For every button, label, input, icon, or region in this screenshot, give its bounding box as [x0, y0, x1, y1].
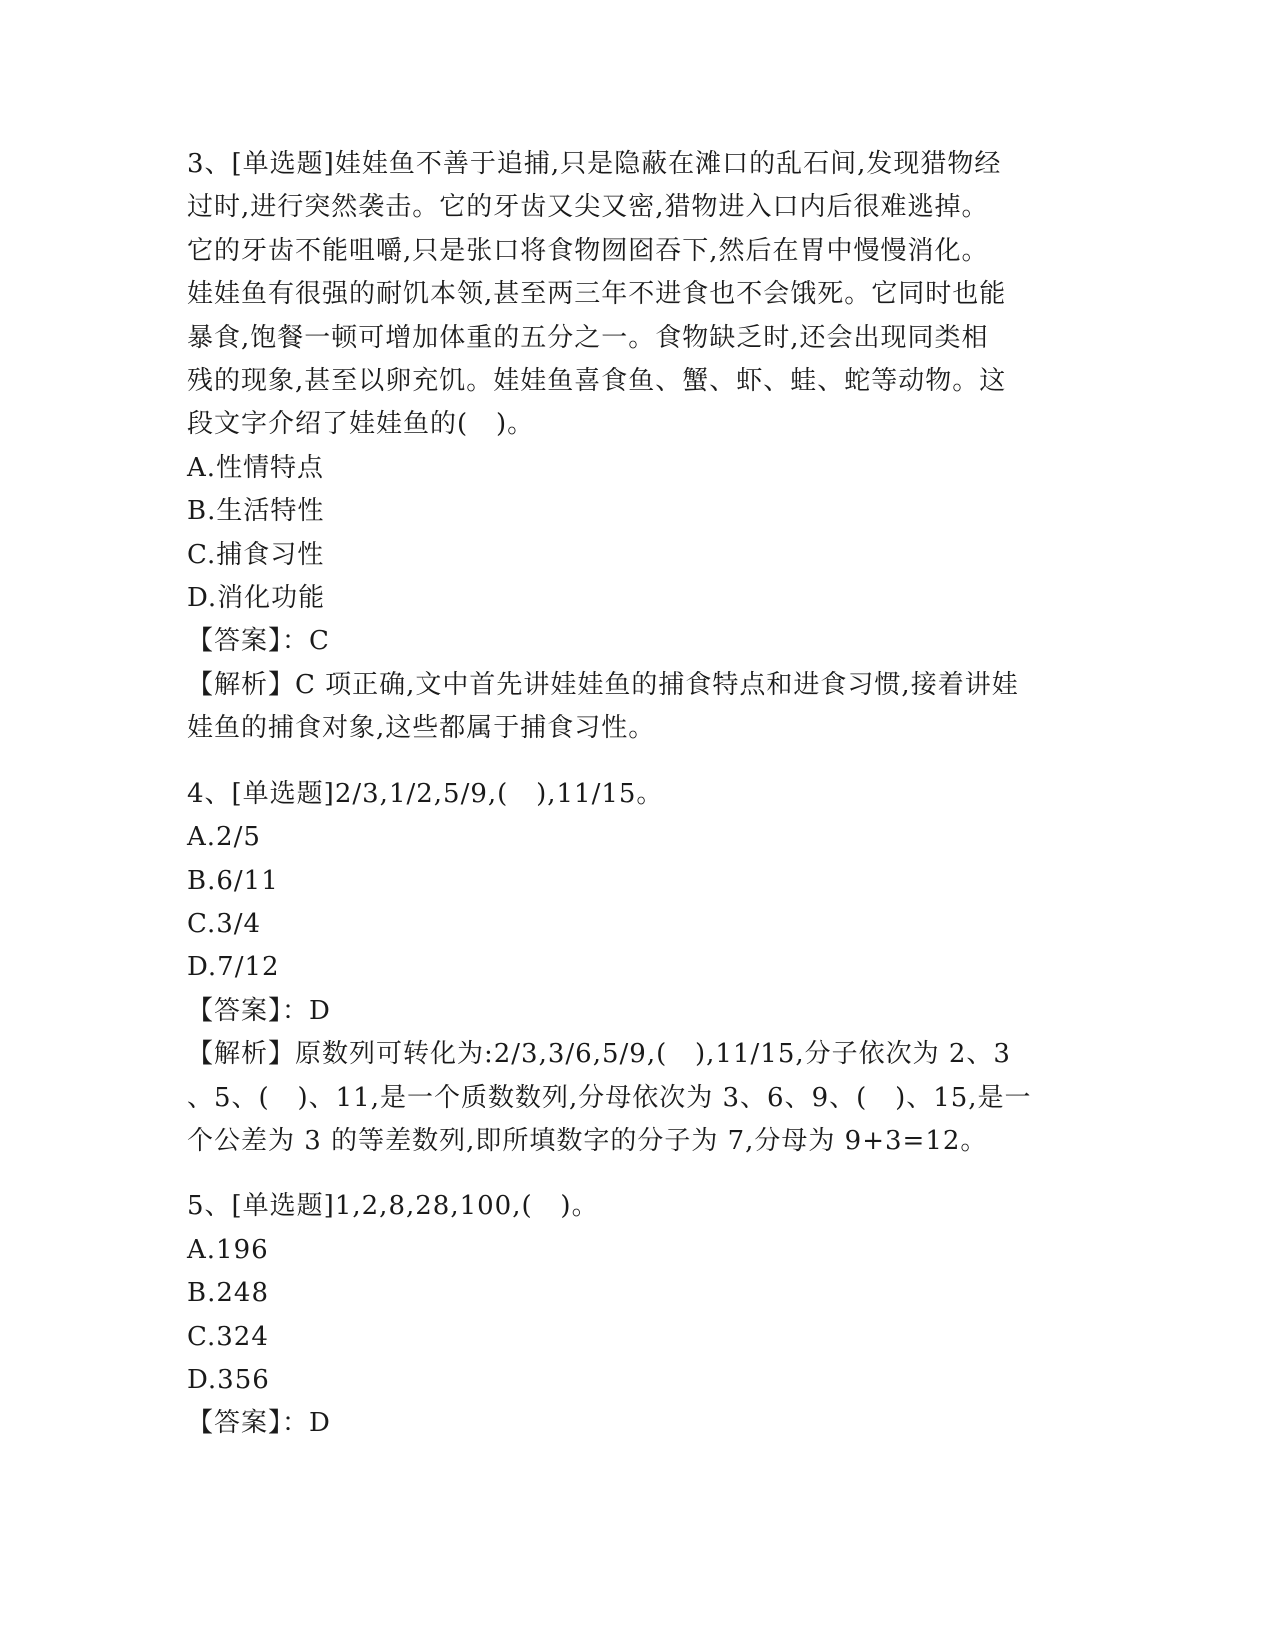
option-b: B.248 [187, 1278, 269, 1309]
question-list [187, 143, 1087, 1446]
option-d: D.7/12 [187, 952, 280, 983]
option-a: A.196 [187, 1234, 269, 1265]
option-b: B.生活特性 [187, 496, 325, 527]
stem-line: 过时,进行突然袭击。它的牙齿又尖又密,猎物进入口内后很难逃掉。 [187, 192, 989, 223]
stem-line: 5、[单选题]1,2,8,28,100,( )。 [187, 1191, 599, 1222]
stem-line: 暴食,饱餐一顿可增加体重的五分之一。食物缺乏时,还会出现同类相 [187, 322, 989, 353]
stem-line: 4、[单选题]2/3,1/2,5/9,( ),11/15。 [187, 778, 664, 809]
question-5 [187, 1185, 1087, 1445]
stem-line: 段文字介绍了娃娃鱼的( )。 [187, 409, 535, 440]
option-a: A.2/5 [187, 822, 261, 853]
answer: 【答案】：D [187, 1408, 331, 1439]
option-a: A.性情特点 [187, 452, 325, 483]
analysis [187, 1033, 1087, 1163]
question-stem [187, 773, 1087, 816]
option-d: D.消化功能 [187, 583, 326, 614]
stem-line: 它的牙齿不能咀嚼,只是张口将食物囫囵吞下,然后在胃中慢慢消化。 [187, 235, 989, 266]
answer: 【答案】：D [187, 995, 331, 1026]
answer: 【答案】：C [187, 626, 330, 657]
option-b: B.6/11 [187, 865, 279, 896]
question-4 [187, 773, 1087, 1164]
analysis-line: 、5、( )、11,是一个质数数列,分母依次为 3、6、9、( )、15,是一 [187, 1082, 1032, 1113]
stem-line: 残的现象,甚至以卵充饥。娃娃鱼喜食鱼、蟹、虾、蛙、蛇等动物。这 [187, 366, 1007, 397]
analysis-line: 【解析】C 项正确,文中首先讲娃娃鱼的捕食特点和进食习惯,接着讲娃 [187, 669, 1019, 700]
stem-line: 娃娃鱼有很强的耐饥本领,甚至两三年不进食也不会饿死。它同时也能 [187, 279, 1007, 310]
analysis-line: 【解析】原数列可转化为:2/3,3/6,5/9,( ),11/15,分子依次为 2、3 [187, 1039, 1011, 1070]
analysis-line: 娃鱼的捕食对象,这些都属于捕食习性。 [187, 713, 656, 744]
question-stem [187, 143, 1087, 447]
analysis-line: 个公差为 3 的等差数列,即所填数字的分子为 7,分母为 9+3=12。 [187, 1125, 988, 1156]
stem-line: 3、[单选题]娃娃鱼不善于追捕,只是隐蔽在滩口的乱石间,发现猎物经 [187, 149, 1002, 179]
question-stem [187, 1185, 1087, 1228]
option-c: C.3/4 [187, 908, 262, 939]
question-3 [187, 143, 1087, 751]
option-c: C.324 [187, 1321, 269, 1352]
option-c: C.捕食习性 [187, 539, 325, 570]
option-d: D.356 [187, 1364, 270, 1395]
analysis [187, 664, 1087, 751]
